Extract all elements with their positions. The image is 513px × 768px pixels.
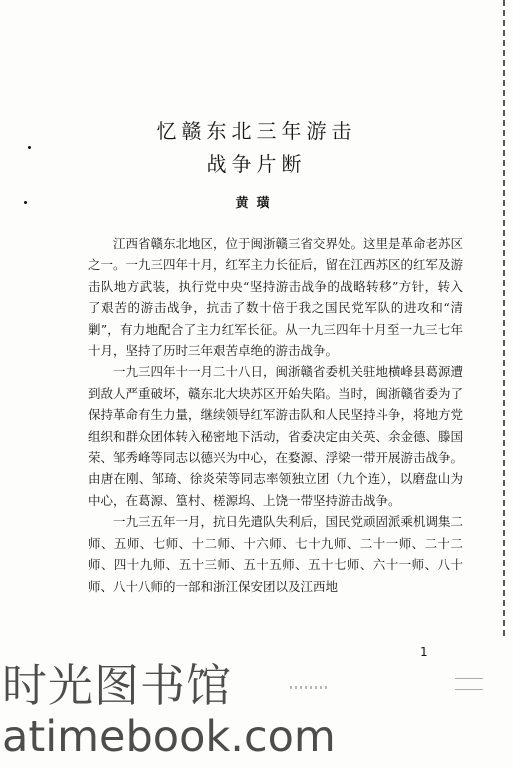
paragraph: 一九三四年十一月二十八日，闽浙赣省委机关驻地横峰县葛源遭到敌人严重破坏，赣东北大块苏区开始失陷。当时，闽浙赣省委为了保持革命有生力量，继续领导红军游击队和人民坚持斗争，将地方党组织和群众团体转入秘密地下活动，省委决定由关英、余金德、滕国荣、邹秀峰等同志以德兴为中心，在婺源、浮梁一带开展游击战争。由唐在刚、邹琦、徐炎荣等同志率领独立团（九个连），以磨盘山为中心，在葛源、篁村、槎源坞、上饶一带坚持游击战争。: [88, 364, 464, 508]
paragraph: 江西省赣东北地区，位于闽浙赣三省交界处。这里是革命老苏区之一。一九三四年十月，红军主力长征后，留在江西苏区的红军及游击队地方武装，执行党中央“坚持游击战争的战略转移”方针，转入了艰苦的游击战争，抗击了数十倍于我之国民党军队的进攻和“清剿”，有力地配合了主力红军长征。从一九三四年十月至一九三七年十月，坚持了历时三年艰苦卓绝的游击战争。: [88, 236, 464, 359]
watermark-chinese: 时光图书馆: [2, 659, 233, 712]
author-name: 黄璜: [235, 196, 278, 211]
article-title-line-1: 忆赣东北三年游击: [156, 119, 357, 143]
scan-artifact: [455, 678, 483, 690]
page-number: 1: [420, 645, 428, 659]
scan-artifact: [290, 686, 330, 689]
paragraph: 一九三五年一月，抗日先遣队失利后，国民党顽固派乘机调集二师、五师、七师、十二师、十六师、七十九师、二十一师、二十二师、四十九师、五十三师、五十五师、五十七师、六十一师、八十师、八十八师的一部和浙江保安团以及江西地: [88, 514, 464, 594]
scan-edge-line: [503, 0, 505, 640]
article-title-line-2: 战争片断: [206, 152, 307, 176]
article-body: [88, 233, 463, 597]
watermark-url: atimebook.com: [2, 712, 336, 762]
